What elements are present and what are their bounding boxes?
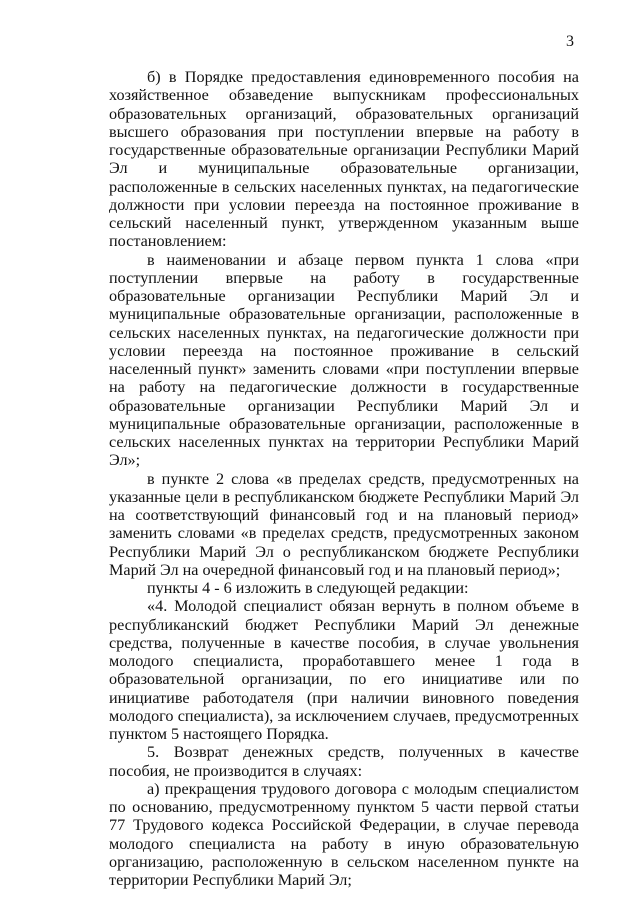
paragraph-item-2-amendment: в пункте 2 слова «в пределах средств, предусмотренных на указанные цели в республиканском бюджете Республики Марий Эл на соответствующий финансовый год и на плановый период» заменить словами «в пределах средств, предусмотренных законом Республики Марий Эл о республиканском бюджете Республики Марий Эл на очередной финансовый год и на плановый период»; — [109, 469, 579, 579]
paragraph-item-4: «4. Молодой специалист обязан вернуть в полном объеме в республиканский бюджет Республики Марий Эл денежные средства, полученные в качестве пособия, в случае увольнения молодого специалиста, проработавшего менее 1 года в образовательной организации, по его инициативе или по инициативе работодателя (при наличии виновного поведения молодого специалиста), за исключением случаев, предусмотренных пунктом 5 настоящего Порядка. — [109, 597, 579, 743]
paragraph-naming-amendment: в наименовании и абзаце первом пункта 1 слова «при поступлении впервые на работу в государственные образовательные организации Республики Марий Эл и муниципальные образовательные организации, расположенные в сельских населенных пунктах, на педагогические должности при условии переезда на постоянное проживание в сельский населенный пункт» заменить словами «при поступлении впервые на работу на педагогические должности в государственные образовательные организации Республики Марий Эл и муниципальные образовательные организации, расположенные в сельских населенных пунктах на территории Республики Марий Эл»; — [109, 250, 579, 470]
paragraph-items-4-6-intro: пункты 4 - 6 изложить в следующей редакции: — [147, 579, 469, 597]
page-number: 3 — [566, 33, 574, 50]
paragraph-item-5a: а) прекращения трудового договора с молодым специалистом по основанию, предусмотренному пунктом 5 части первой статьи 77 Трудового кодекса Российской Федерации, в случае перевода молодого специалиста на работу в иную образовательную организацию, расположенную в сельском населенном пункте на территории Республики Марий Эл; — [109, 779, 579, 889]
document-body — [109, 68, 579, 889]
paragraph-item-5: 5. Возврат денежных средств, полученных в качестве пособия, не производится в случаях: — [109, 743, 579, 780]
paragraph-b: б) в Порядке предоставления единовременного пособия на хозяйственное обзаведение выпускникам профессиональных образовательных организаций, образовательных организаций высшего образования при поступлении впервые на работу в государственные образовательные организации Республики Марий Эл и муниципальные образовательные организации, расположенные в сельских населенных пунктах, на педагогические должности при условии переезда на постоянное проживание в сельский населенный пункт, утвержденном указанным выше постановлением: — [109, 68, 579, 251]
